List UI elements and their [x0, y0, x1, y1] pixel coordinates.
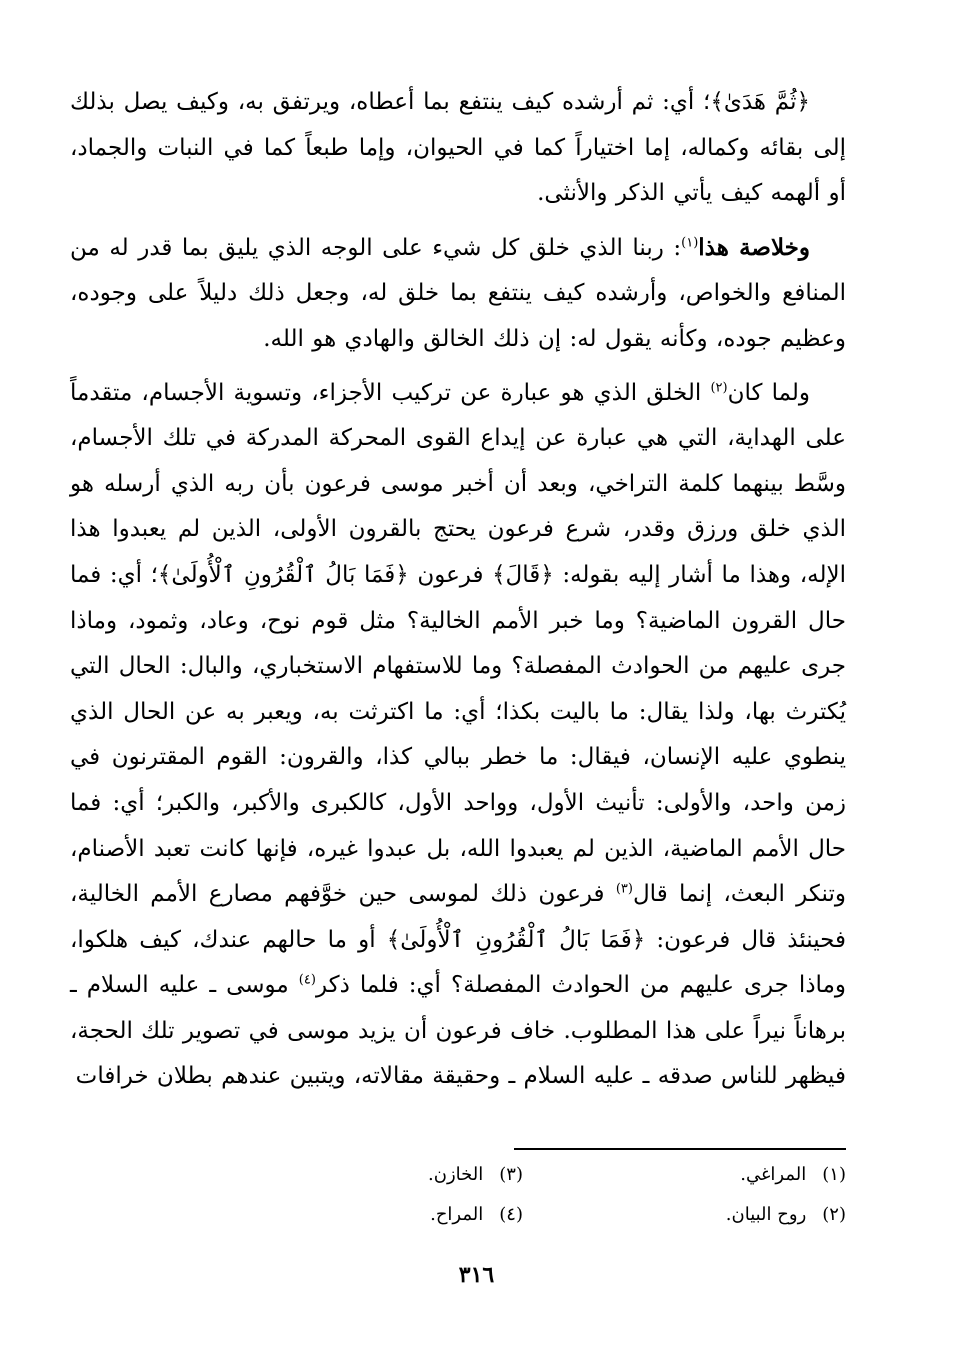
footnote-2 [523, 1200, 846, 1230]
footnote-3 [200, 1160, 523, 1190]
main-text [70, 80, 846, 1100]
footnote-number: (١) [822, 1164, 846, 1185]
page-number: ٣١٦ [458, 1262, 495, 1288]
footnote-number: (٢) [822, 1204, 846, 1225]
summary-heading: وخلاصة هذا [698, 233, 811, 261]
paragraph-text-continued: فرعون ذلك لموسى حين خوَّفهم مصارع الأمم الخالية، فحينئذ قال فرعون: ﴿فَمَا بَالُ ٱلْقُرُونِ ٱلْأُولَىٰ﴾ أو ما حالهم عندك، كيف هلكوا، وماذا جرى عليهم من الحوادث المفصلة؟ أي: فلما ذكر [70, 881, 846, 999]
footnote-source: المراح. [430, 1204, 484, 1225]
footnote-number: (٣) [499, 1164, 523, 1185]
footnotes [200, 1160, 846, 1230]
paragraph-1 [70, 80, 846, 217]
paragraph-2 [70, 225, 846, 363]
paragraph-text: الخلق الذي هو عبارة عن تركيب الأجزاء، وتسوية الأجسام، متقدماً على الهداية، التي هي عبارة عن إيداع القوى المحركة المدركة في تلك الأجسام، وسَّط بينهما كلمة التراخي، وبعد أن أخبر موسى فرعون بأن ربه الذي أرسله هو الذي خلق ورزق وقدر، شرع فرعون يحتج بالقرون الأولى، الذين لم يعبدوا هذا الإله، وهذا ما أشار إليه بقوله: ﴿قَالَ﴾ فرعون ﴿فَمَا بَالُ ٱلْقُرُونِ ٱلْأُولَىٰ﴾؛ أي: فما حال القرون الماضية؟ وما خبر الأمم الخالية؟ مثل قوم نوح، وعاد، وثمود، وماذا جرى عليهم من الحوادث المفصلة؟ وما للاستفهام الاستخباري، والبال: الحال التي يُكترث بها، ولذا يقال: ما باليت بكذا؛ أي: ما اكترثت به، ويعبر به عن الحال الذي ينطوي عليه الإنسان، فيقال: ما خطر ببالي كذا، والقرون: القوم المقترنون في زمن واحد، والأولى: تأنيث الأول، وواحد الأول، كالكبرى والأكبر، والكبر؛ أي: فما حال الأمم الماضية، الذين لم يعبدوا الله، بل عبدوا غيره، فإنها كانت تعبد الأصنام، وتنكر البعث، إنما قال [70, 379, 847, 908]
paragraph-text: ﴿ثُمَّ هَدَىٰ﴾؛ أي: ثم أرشده كيف ينتفع بما أعطاه، ويرتفق به، وكيف يصل بذلك إلى بقائه وكماله، إما اختياراً كما في الحيوان، وإما طبعاً كما في النبات والجماد، أو ألهمه كيف يأتي الذكر والأنثى. [70, 89, 846, 207]
footnote-ref-1: (١) [681, 235, 699, 251]
footnote-number: (٤) [499, 1204, 523, 1225]
paragraph-opening: ولما كان [727, 379, 810, 406]
footnote-separator [514, 1148, 846, 1150]
paragraph-text: : ربنا الذي خلق كل شيء على الوجه الذي يليق بما قدر له من المنافع والخواص، وأرشده كيف ينتفع بما خلق له، وجعل ذلك دليلاً على وجوده، وعظيم جوده، وكأنه يقول له: إن ذلك الخالق والهادي هو الله. [70, 234, 846, 352]
footnote-ref-3: (٣) [615, 881, 633, 897]
footnote-4 [200, 1200, 523, 1230]
footnote-ref-4: (٤) [298, 972, 316, 988]
footnote-source: الخازن. [428, 1164, 484, 1185]
paragraph-3 [70, 371, 846, 1101]
paragraph-text-end: موسى ـ عليه السلام ـ برهاناً نيراً على هذا المطلوب. خاف فرعون أن يزيد موسى في تصوير تلك الحجة، فيظهر للناس صدقه ـ عليه السلام ـ وحقيقة مقالاته، ويتبين عندهم بطلان خرافات [70, 972, 846, 1090]
footnote-1 [523, 1160, 846, 1190]
footnote-source: المراغي. [740, 1164, 807, 1185]
footnote-source: روح البيان. [725, 1204, 807, 1225]
footnote-ref-2: (٢) [710, 379, 728, 395]
